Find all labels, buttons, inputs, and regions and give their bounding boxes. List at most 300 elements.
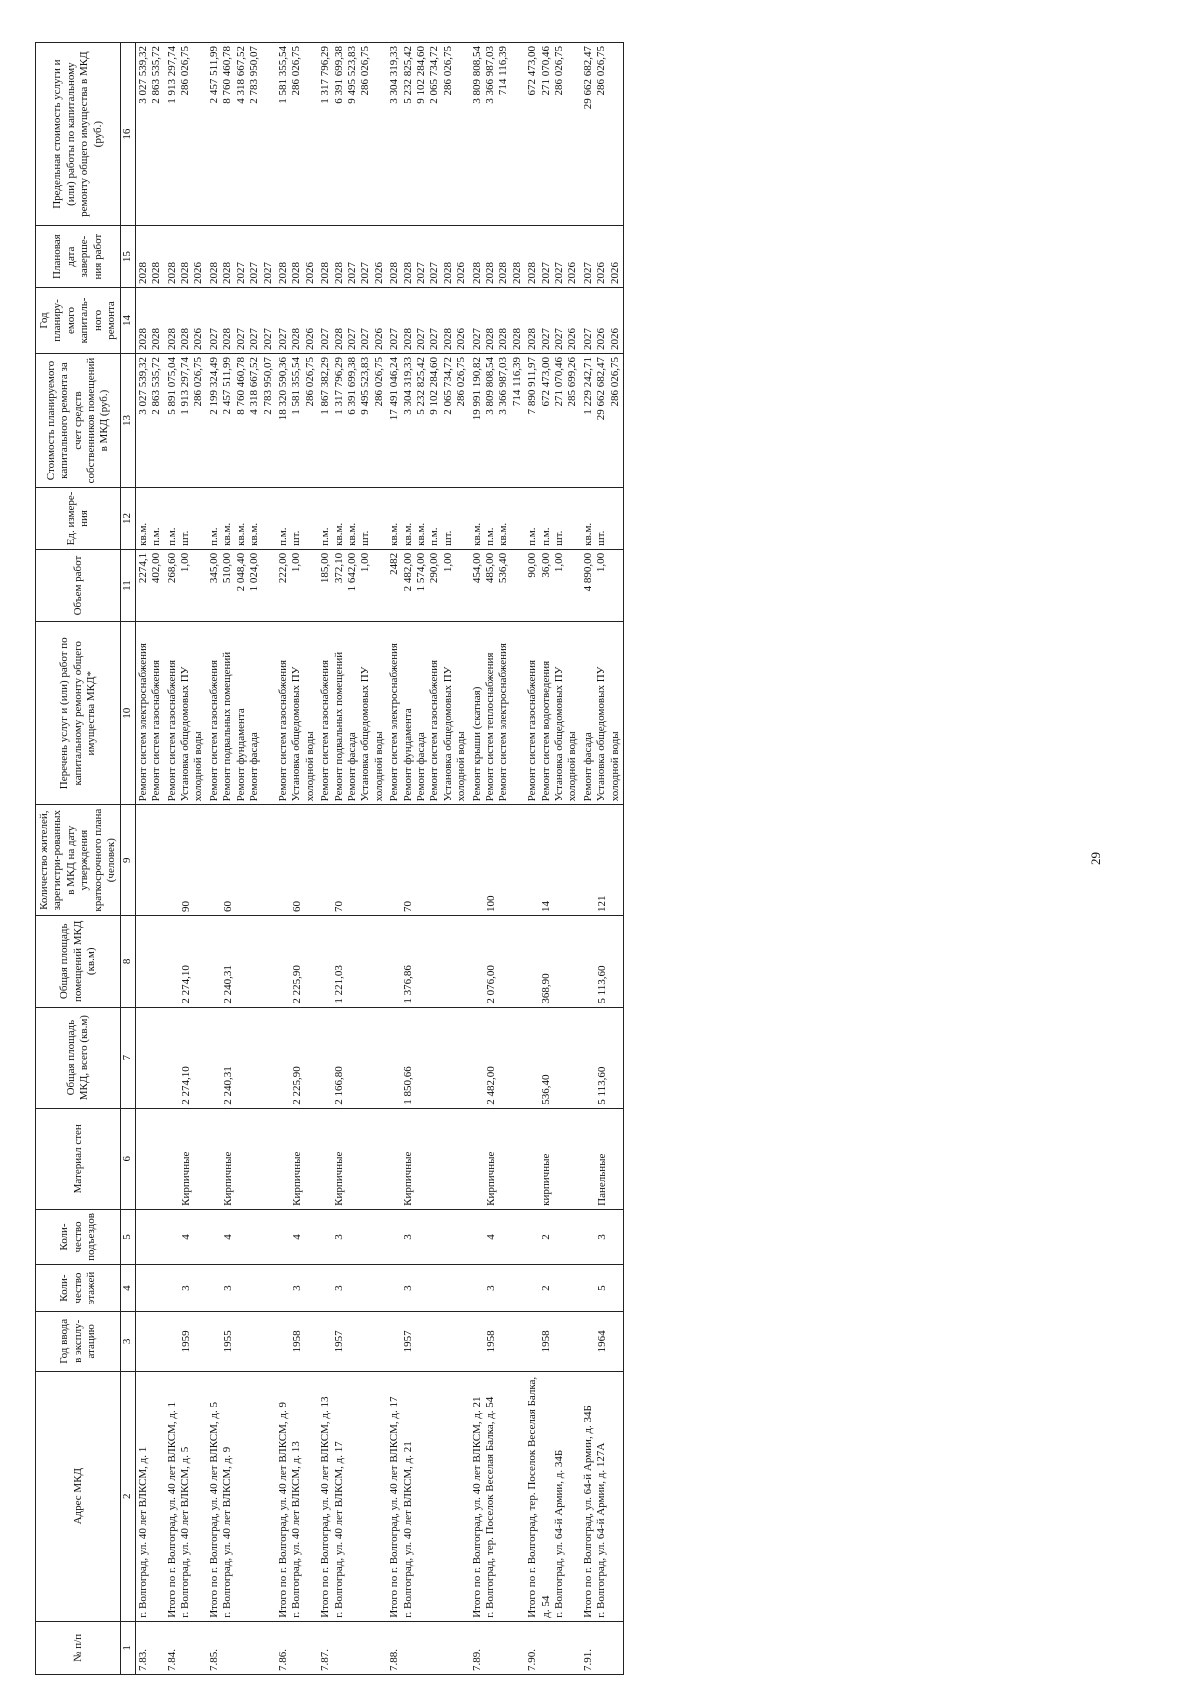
cell-line: 2 482,00 bbox=[401, 552, 414, 592]
cell-number: 7.91. bbox=[581, 1621, 624, 1674]
cell-line: 2028 bbox=[484, 327, 496, 350]
cell-line: 286 026,75 bbox=[359, 46, 372, 96]
page-number: 29 bbox=[1088, 852, 1103, 865]
cell-line: 1,00 bbox=[179, 552, 192, 573]
cell-entrances: 4 bbox=[207, 1209, 276, 1264]
cell-volume bbox=[318, 549, 387, 621]
cell-line: 286 026,75 bbox=[303, 356, 316, 407]
cell-line: 286 026,75 bbox=[455, 356, 468, 407]
table-header bbox=[36, 43, 136, 1675]
cell-total-area: 2 482,00 bbox=[470, 1007, 526, 1108]
cell-unit bbox=[207, 488, 276, 550]
cell-premises-area: 1 376,86 bbox=[387, 916, 469, 1008]
cell-wall-material bbox=[135, 1108, 164, 1209]
cell-cost bbox=[470, 353, 526, 487]
cell-address bbox=[135, 1371, 164, 1621]
cell-line: г. Волгоград, ул. 40 лет ВЛКСМ, д. 13 bbox=[290, 1441, 303, 1618]
column-number-11: 11 bbox=[121, 549, 135, 621]
cell-line: 2026 bbox=[608, 261, 621, 284]
cell-year: 1958 bbox=[276, 1312, 318, 1372]
cell-line: 2 065 734,72 bbox=[428, 46, 441, 104]
table-row bbox=[318, 43, 387, 1675]
cell-residents: 70 bbox=[318, 805, 387, 916]
repair-plan-table bbox=[35, 42, 624, 1675]
cell-entrances: 4 bbox=[165, 1209, 207, 1264]
cell-works bbox=[318, 622, 387, 805]
cell-number: 7.86. bbox=[276, 1621, 318, 1674]
cell-year: 1958 bbox=[525, 1312, 581, 1372]
cell-line: 19 991 190,82 bbox=[470, 356, 483, 421]
cell-entrances: 4 bbox=[470, 1209, 526, 1264]
cell-number: 7.85. bbox=[207, 1621, 276, 1674]
table-row bbox=[165, 43, 207, 1675]
cell-line: 1 317 796,29 bbox=[319, 46, 332, 104]
cell-unit bbox=[135, 488, 164, 550]
cell-line: 2028 bbox=[332, 327, 345, 350]
cell-unit bbox=[387, 488, 469, 550]
cell-line: 2028 bbox=[136, 327, 149, 350]
cell-year bbox=[135, 1312, 164, 1372]
cell-line: 2028 bbox=[165, 327, 178, 350]
cell-line: шт. bbox=[441, 530, 454, 546]
cell-limit bbox=[387, 43, 469, 226]
column-number-8: 8 bbox=[121, 916, 135, 1008]
column-number-16: 16 bbox=[121, 43, 135, 226]
cell-line: Итого по г. Волгоград, ул. 40 лет ВЛКСМ, д. 1 bbox=[165, 1402, 178, 1618]
cell-works bbox=[135, 622, 164, 805]
cell-line: Итого по г. Волгоград, ул. 64-й Армии, д. 34Б bbox=[581, 1405, 594, 1618]
column-number-4: 4 bbox=[121, 1265, 135, 1312]
cell-line: Ремонт подвальных помещений bbox=[221, 651, 234, 802]
cell-line: 4 890,00 bbox=[581, 552, 594, 592]
header-row bbox=[36, 43, 121, 1675]
cell-line: 3 809 808,54 bbox=[470, 46, 483, 104]
cell-line: 2026 bbox=[595, 261, 608, 284]
cell-cost bbox=[525, 353, 581, 487]
cell-line: 4 318 667,52 bbox=[248, 356, 261, 415]
cell-line: 2028 bbox=[165, 261, 178, 284]
cell-wall-material: Кирпичные bbox=[387, 1108, 469, 1209]
cell-line: 1 913 297,74 bbox=[165, 46, 178, 104]
cell-plan-year bbox=[165, 287, 207, 353]
cell-address bbox=[276, 1371, 318, 1621]
cell-line: 8 760 460,78 bbox=[234, 356, 247, 415]
cell-limit bbox=[318, 43, 387, 226]
cell-works bbox=[207, 622, 276, 805]
cell-line: п.м. bbox=[526, 527, 539, 546]
cell-address bbox=[470, 1371, 526, 1621]
cell-line: 2028 bbox=[276, 261, 289, 284]
cell-plan-year bbox=[470, 287, 526, 353]
cell-floors bbox=[135, 1265, 164, 1312]
cell-line: 2 783 950,07 bbox=[261, 356, 274, 415]
cell-works bbox=[165, 622, 207, 805]
cell-unit bbox=[581, 488, 624, 550]
cell-line: 2026 bbox=[608, 327, 621, 350]
cell-line: 2027 bbox=[345, 261, 358, 284]
cell-line: кв.м. bbox=[234, 522, 247, 546]
cell-line: Ремонт фасада bbox=[345, 732, 358, 802]
cell-line: п.м. bbox=[207, 527, 220, 546]
cell-premises-area: 2 240,31 bbox=[207, 916, 276, 1008]
cell-line: 2028 bbox=[441, 327, 454, 350]
cell-line: Итого по г. Волгоград, ул. 40 лет ВЛКСМ, д. 17 bbox=[388, 1396, 401, 1618]
cell-cost bbox=[581, 353, 624, 487]
cell-number: 7.84. bbox=[165, 1621, 207, 1674]
cell-line: 5 232 825,42 bbox=[401, 46, 414, 104]
cell-line: п.м. bbox=[150, 527, 163, 546]
cell-volume bbox=[525, 549, 581, 621]
cell-line: 672 473,00 bbox=[526, 46, 539, 96]
cell-line: 286 026,75 bbox=[441, 46, 454, 96]
column-header-1: № п/п bbox=[36, 1621, 121, 1674]
cell-volume bbox=[581, 549, 624, 621]
cell-line: 2026 bbox=[566, 261, 579, 284]
cell-line: кв.м. bbox=[401, 522, 414, 546]
cell-line: Ремонт систем газоснабжения bbox=[276, 659, 289, 802]
cell-line: 2028 bbox=[497, 261, 510, 284]
cell-number: 7.90. bbox=[525, 1621, 581, 1674]
cell-line: Итого по г. Волгоград, ул. 40 лет ВЛКСМ, д. 21 bbox=[470, 1396, 483, 1618]
column-number-10: 10 bbox=[121, 622, 135, 805]
cell-line: 3 027 539,32 bbox=[136, 46, 149, 104]
cell-floors: 3 bbox=[165, 1265, 207, 1312]
cell-line: 2028 bbox=[207, 261, 220, 284]
cell-premises-area: 5 113,60 bbox=[581, 916, 624, 1008]
cell-line: 286 026,75 bbox=[179, 46, 192, 96]
cell-line: Итого по г. Волгоград, ул. 40 лет ВЛКСМ, д. 9 bbox=[276, 1402, 289, 1618]
cell-line: 2027 bbox=[539, 261, 552, 284]
cell-line: Ремонт систем газоснабжения bbox=[150, 659, 163, 802]
cell-plan-year bbox=[581, 287, 624, 353]
table-row bbox=[276, 43, 318, 1675]
cell-line: 672 473,00 bbox=[539, 356, 552, 407]
cell-line: п.м. bbox=[165, 527, 178, 546]
cell-line: 2028 bbox=[510, 327, 523, 350]
cell-line: Ремонт подвальных помещений bbox=[332, 651, 345, 802]
cell-plan-year bbox=[387, 287, 469, 353]
cell-line: г. Волгоград, ул. 40 лет ВЛКСМ, д. 17 bbox=[332, 1441, 345, 1618]
cell-works bbox=[276, 622, 318, 805]
cell-line: 1 581 355,54 bbox=[290, 356, 303, 415]
cell-volume bbox=[165, 549, 207, 621]
cell-line: Ремонт фасада bbox=[248, 732, 261, 802]
cell-year: 1957 bbox=[387, 1312, 469, 1372]
cell-line: 285 699,26 bbox=[566, 356, 579, 407]
cell-line: 2027 bbox=[388, 327, 401, 350]
cell-line: 3 027 539,32 bbox=[136, 356, 149, 415]
cell-wall-material: Кирпичные bbox=[276, 1108, 318, 1209]
cell-plan-year bbox=[207, 287, 276, 353]
cell-line: 3 366 987,03 bbox=[484, 46, 496, 104]
cell-wall-material: Кирпичные bbox=[165, 1108, 207, 1209]
cell-line: Итого по г. Волгоград, ул. 40 лет ВЛКСМ, д. 5 bbox=[207, 1402, 220, 1618]
cell-line: шт. bbox=[290, 530, 303, 546]
cell-line: 3 304 319,33 bbox=[401, 356, 414, 415]
cell-line: кв.м. bbox=[332, 522, 345, 546]
cell-line: п.м. bbox=[428, 527, 441, 546]
cell-line: 2026 bbox=[455, 261, 468, 284]
cell-cost bbox=[276, 353, 318, 487]
cell-wall-material: Кирпичные bbox=[318, 1108, 387, 1209]
column-number-13: 13 bbox=[121, 353, 135, 487]
table-row bbox=[581, 43, 624, 1675]
cell-line: 29 662 682,47 bbox=[595, 356, 608, 421]
cell-line: 9 102 284,60 bbox=[428, 356, 441, 415]
cell-line: 1,00 bbox=[595, 552, 608, 573]
cell-line: 286 026,75 bbox=[553, 46, 566, 96]
cell-cost bbox=[318, 353, 387, 487]
cell-line: 2027 bbox=[470, 327, 483, 350]
cell-line: 7 890 911,97 bbox=[526, 356, 539, 415]
cell-end-year bbox=[276, 226, 318, 288]
cell-line: кв.м. bbox=[136, 522, 149, 546]
cell-unit bbox=[165, 488, 207, 550]
cell-line: кв.м. bbox=[221, 522, 234, 546]
table-row bbox=[135, 43, 164, 1675]
cell-line: Ремонт систем газоснабжения bbox=[319, 659, 332, 802]
cell-line: 2274,1 bbox=[136, 552, 149, 584]
column-number-5: 5 bbox=[121, 1209, 135, 1264]
cell-line: 286 026,75 bbox=[595, 46, 608, 96]
cell-line: 222,00 bbox=[276, 552, 289, 584]
cell-entrances: 3 bbox=[318, 1209, 387, 1264]
cell-line: п.м. bbox=[539, 527, 552, 546]
cell-line: 1,00 bbox=[553, 552, 566, 573]
cell-line: 2 863 535,72 bbox=[150, 356, 163, 415]
cell-line: кв.м. bbox=[388, 522, 401, 546]
cell-line: 2 065 734,72 bbox=[441, 356, 454, 415]
cell-line: Ремонт фундамента bbox=[234, 708, 247, 802]
column-header-5: Коли-чество подъездов bbox=[36, 1209, 121, 1264]
cell-address bbox=[318, 1371, 387, 1621]
cell-address bbox=[207, 1371, 276, 1621]
cell-line: 2026 bbox=[566, 327, 579, 350]
cell-total-area: 536,40 bbox=[525, 1007, 581, 1108]
cell-line: 2 457 511,99 bbox=[207, 46, 220, 104]
column-number-12: 12 bbox=[121, 488, 135, 550]
column-header-2: Адрес МКД bbox=[36, 1371, 121, 1621]
cell-limit bbox=[207, 43, 276, 226]
cell-entrances bbox=[135, 1209, 164, 1264]
cell-line: Установка общедомовых ПУ холодной воды bbox=[359, 666, 385, 802]
cell-year: 1955 bbox=[207, 1312, 276, 1372]
cell-line: 286 026,75 bbox=[372, 356, 385, 407]
cell-line: 2028 bbox=[510, 261, 523, 284]
cell-line: г. Волгоград, ул. 40 лет ВЛКСМ, д. 9 bbox=[221, 1446, 234, 1618]
cell-line: 6 391 699,38 bbox=[332, 46, 345, 104]
cell-line: шт. bbox=[359, 530, 372, 546]
column-number-3: 3 bbox=[121, 1312, 135, 1372]
cell-line: Ремонт систем газоснабжения bbox=[428, 659, 441, 802]
cell-volume bbox=[135, 549, 164, 621]
cell-line: Установка общедомовых ПУ холодной воды bbox=[553, 666, 579, 802]
cell-entrances: 4 bbox=[276, 1209, 318, 1264]
cell-end-year bbox=[387, 226, 469, 288]
cell-line: 2028 bbox=[221, 327, 234, 350]
cell-total-area: 2 240,31 bbox=[207, 1007, 276, 1108]
cell-limit bbox=[525, 43, 581, 226]
cell-floors: 3 bbox=[318, 1265, 387, 1312]
cell-line: Установка общедомовых ПУ холодной воды bbox=[595, 666, 621, 802]
table-body bbox=[135, 43, 623, 1675]
cell-year: 1964 bbox=[581, 1312, 624, 1372]
cell-line: Итого по г. Волгоград, тер. Поселок Веселая Балка, д. 54 bbox=[526, 1376, 552, 1618]
cell-line: г. Волгоград, тер. Поселок Веселая Балка, д. 54 bbox=[484, 1396, 496, 1618]
cell-line: п.м. bbox=[484, 527, 496, 546]
cell-line: 5 232 825,42 bbox=[414, 356, 427, 415]
cell-line: 5 891 075,04 bbox=[165, 356, 178, 415]
cell-line: 2028 bbox=[290, 327, 303, 350]
cell-end-year bbox=[318, 226, 387, 288]
cell-line: 2 199 324,49 bbox=[207, 356, 220, 415]
cell-line: 1,00 bbox=[359, 552, 372, 573]
cell-works bbox=[470, 622, 526, 805]
cell-line: 268,60 bbox=[165, 552, 178, 584]
cell-line: 1 229 242,71 bbox=[581, 356, 594, 415]
cell-line: г. Волгоград, ул. 64-й Армии, д. 127А bbox=[595, 1442, 608, 1618]
cell-line: 2028 bbox=[221, 261, 234, 284]
column-number-14: 14 bbox=[121, 287, 135, 353]
cell-cost bbox=[207, 353, 276, 487]
cell-line: 2 457 511,99 bbox=[221, 356, 234, 415]
cell-line: 185,00 bbox=[319, 552, 332, 584]
cell-line: 2027 bbox=[234, 327, 247, 350]
column-number-9: 9 bbox=[121, 805, 135, 916]
cell-line: шт. bbox=[595, 530, 608, 546]
cell-line: 18 320 590,36 bbox=[276, 356, 289, 421]
rotated-page bbox=[35, 42, 1155, 1675]
cell-residents: 60 bbox=[276, 805, 318, 916]
cell-line: 2026 bbox=[192, 261, 205, 284]
cell-line: 2026 bbox=[372, 261, 385, 284]
cell-end-year bbox=[470, 226, 526, 288]
cell-address bbox=[581, 1371, 624, 1621]
cell-line: Ремонт систем электроснабжения bbox=[136, 643, 149, 802]
cell-premises-area: 368,90 bbox=[525, 916, 581, 1008]
cell-limit bbox=[276, 43, 318, 226]
cell-line: Установка общедомовых ПУ холодной воды bbox=[441, 666, 468, 802]
cell-line: 1 642,00 bbox=[345, 552, 358, 592]
cell-line: 9 102 284,60 bbox=[414, 46, 427, 104]
cell-line: 2028 bbox=[319, 261, 332, 284]
cell-line: г. Волгоград, ул. 40 лет ВЛКСМ, д. 21 bbox=[401, 1441, 414, 1618]
cell-year: 1957 bbox=[318, 1312, 387, 1372]
cell-line: г. Волгоград, ул. 64-й Армии, д. 34Б bbox=[553, 1449, 566, 1618]
column-header-11: Объем работ bbox=[36, 549, 121, 621]
cell-line: 2027 bbox=[428, 327, 441, 350]
cell-line: 454,00 bbox=[470, 552, 483, 584]
cell-line: 2027 bbox=[261, 261, 274, 284]
cell-line: 1 317 796,29 bbox=[332, 356, 345, 415]
table-row bbox=[207, 43, 276, 1675]
cell-end-year bbox=[135, 226, 164, 288]
cell-line: 536,40 bbox=[497, 552, 510, 584]
cell-line: 2027 bbox=[359, 261, 372, 284]
cell-line: кв.м. bbox=[581, 522, 594, 546]
cell-entrances: 3 bbox=[387, 1209, 469, 1264]
column-header-14: Год планиру-емого капиталь-ного ремонта bbox=[36, 287, 121, 353]
cell-line: 2028 bbox=[179, 327, 192, 350]
cell-line: 2028 bbox=[484, 261, 496, 284]
column-header-7: Общая площадь МКД, всего (кв.м) bbox=[36, 1007, 121, 1108]
cell-residents: 70 bbox=[387, 805, 469, 916]
column-number-15: 15 bbox=[121, 226, 135, 288]
cell-end-year bbox=[525, 226, 581, 288]
cell-number: 7.88. bbox=[387, 1621, 469, 1674]
cell-line: 2482 bbox=[388, 552, 401, 575]
cell-line: 286 026,75 bbox=[192, 356, 205, 407]
cell-line: 1 581 355,54 bbox=[276, 46, 289, 104]
cell-premises-area: 2 225,90 bbox=[276, 916, 318, 1008]
cell-works bbox=[387, 622, 469, 805]
cell-line: 2027 bbox=[276, 327, 289, 350]
cell-line: 2026 bbox=[372, 327, 385, 350]
cell-line: 2 863 535,72 bbox=[150, 46, 163, 104]
cell-line: 2026 bbox=[192, 327, 205, 350]
cell-line: 2028 bbox=[497, 327, 510, 350]
cell-line: Ремонт систем электроснабжения bbox=[497, 643, 510, 802]
cell-line: 372,10 bbox=[332, 552, 345, 584]
cell-floors: 2 bbox=[525, 1265, 581, 1312]
cell-line: 2028 bbox=[332, 261, 345, 284]
cell-line: 29 662 682,47 bbox=[581, 46, 594, 110]
cell-line: кв.м. bbox=[497, 522, 510, 546]
table-row bbox=[525, 43, 581, 1675]
cell-residents: 14 bbox=[525, 805, 581, 916]
cell-line: Ремонт систем газоснабжения bbox=[165, 659, 178, 802]
cell-limit bbox=[581, 43, 624, 226]
cell-residents: 100 bbox=[470, 805, 526, 916]
cell-unit bbox=[318, 488, 387, 550]
cell-line: Ремонт систем электроснабжения bbox=[388, 643, 401, 802]
cell-cost bbox=[135, 353, 164, 487]
cell-floors: 3 bbox=[387, 1265, 469, 1312]
cell-line: 714 116,39 bbox=[497, 46, 510, 96]
cell-end-year bbox=[165, 226, 207, 288]
cell-line: 90,00 bbox=[526, 552, 539, 578]
table-row bbox=[387, 43, 469, 1675]
cell-line: 2027 bbox=[581, 327, 594, 350]
column-number-7: 7 bbox=[121, 1007, 135, 1108]
cell-line: 286 026,75 bbox=[290, 46, 303, 96]
column-header-6: Материал стен bbox=[36, 1108, 121, 1209]
cell-line: Ремонт систем газоснабжения bbox=[526, 659, 539, 802]
cell-line: Установка общедомовых ПУ холодной воды bbox=[290, 666, 316, 802]
cell-plan-year bbox=[318, 287, 387, 353]
cell-line: 2027 bbox=[539, 327, 552, 350]
cell-line: 286 026,75 bbox=[608, 356, 621, 407]
cell-cost bbox=[165, 353, 207, 487]
cell-line: Итого по г. Волгоград, ул. 40 лет ВЛКСМ, д. 13 bbox=[319, 1396, 332, 1618]
cell-line: кв.м. bbox=[248, 522, 261, 546]
cell-line: 2026 bbox=[455, 327, 468, 350]
cell-line: 17 491 046,24 bbox=[388, 356, 401, 421]
cell-line: 2027 bbox=[207, 327, 220, 350]
cell-line: 2028 bbox=[526, 261, 539, 284]
cell-line: 2028 bbox=[150, 327, 163, 350]
cell-volume bbox=[387, 549, 469, 621]
column-header-4: Коли-чество этажей bbox=[36, 1265, 121, 1312]
column-number-6: 6 bbox=[121, 1108, 135, 1209]
cell-line: 714 116,39 bbox=[510, 356, 523, 407]
cell-line: 9 495 523,83 bbox=[345, 46, 358, 104]
cell-line: 8 760 460,78 bbox=[221, 46, 234, 104]
cell-limit bbox=[165, 43, 207, 226]
cell-line: Ремонт систем теплоснабжения bbox=[484, 652, 496, 802]
cell-total-area: 5 113,60 bbox=[581, 1007, 624, 1108]
cell-works bbox=[525, 622, 581, 805]
